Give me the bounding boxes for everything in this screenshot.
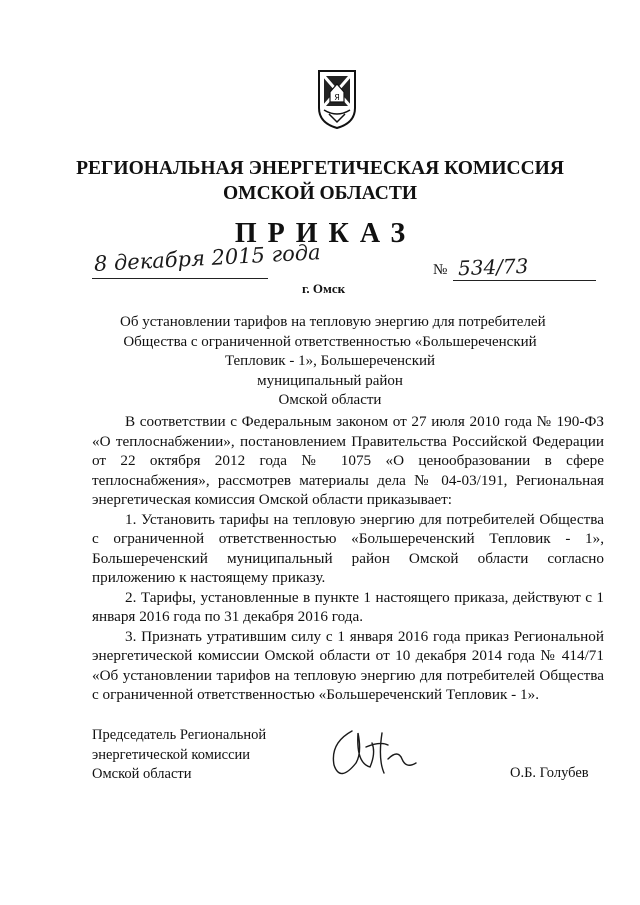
document-type-title: ПРИКАЗ — [234, 218, 417, 249]
handwritten-signature — [322, 723, 422, 787]
signatory-name: О.Б. Голубев — [510, 765, 589, 781]
signatory-position — [92, 726, 266, 785]
order-body — [92, 412, 604, 705]
order-subject — [120, 313, 546, 411]
subject-line: муниципальный район — [257, 372, 403, 389]
subject-line: Омской области — [278, 392, 382, 408]
subject-line: Тепловик - 1», Большереченский — [224, 353, 436, 369]
position-line: Председатель Региональной — [92, 727, 267, 743]
city-label: г. Омск — [302, 281, 346, 296]
coat-of-arms-emblem — [316, 68, 358, 130]
handwritten-date: 8 декабря 2015 года — [93, 240, 322, 276]
number-sign: № — [433, 262, 448, 278]
body-paragraph-preamble: В соответствии с Федеральным законом от 27 июля 2010 года № 190-ФЗ «О теплоснабжении», постановлением Правительства Российской Федерации от 22 октября 2012 года № 1075 «О ценообразовании в сфере теплоснабжения», рассмотрев материалы дела № 04-03/191, Региональная энергетическая комиссия Омской области приказывает: — [92, 413, 604, 508]
subject-line: Общества с ограниченной ответственностью «Большереченский — [123, 333, 537, 350]
body-paragraph-item1: 1. Установить тарифы на тепловую энергию для потребителей Общества с ограниченной ответственностью «Большереченский Тепловик - 1», Большереченский муниципальный район Омской области согласно приложению к настоящему приказу. — [92, 510, 604, 586]
handwritten-order-number: 534/73 — [457, 253, 529, 281]
position-line: Омской области — [92, 766, 192, 782]
organization-name-line1: РЕГИОНАЛЬНАЯ ЭНЕРГЕТИЧЕСКАЯ КОМИССИЯ — [76, 158, 564, 179]
body-paragraph-item2: 2. Тарифы, установленные в пункте 1 настоящего приказа, действуют с 1 января 2016 года по 31 декабря 2016 года. — [92, 588, 604, 625]
svg-text:Я: Я — [334, 93, 340, 102]
date-underline — [92, 278, 268, 279]
organization-name-line2: ОМСКОЙ ОБЛАСТИ — [223, 183, 417, 204]
position-line: энергетической комиссии — [92, 746, 251, 763]
subject-line: Об установлении тарифов на тепловую энергию для потребителей — [120, 314, 546, 330]
number-underline — [453, 280, 596, 281]
body-paragraph-item3: 3. Признать утратившим силу с 1 января 2016 года приказ Региональной энергетической комиссии Омской области от 10 декабря 2014 года № 414/71 «Об установлении тарифов на тепловую энергию для потребителей Общества с ограниченной ответственностью «Большереченский Тепловик - 1». — [92, 627, 604, 703]
